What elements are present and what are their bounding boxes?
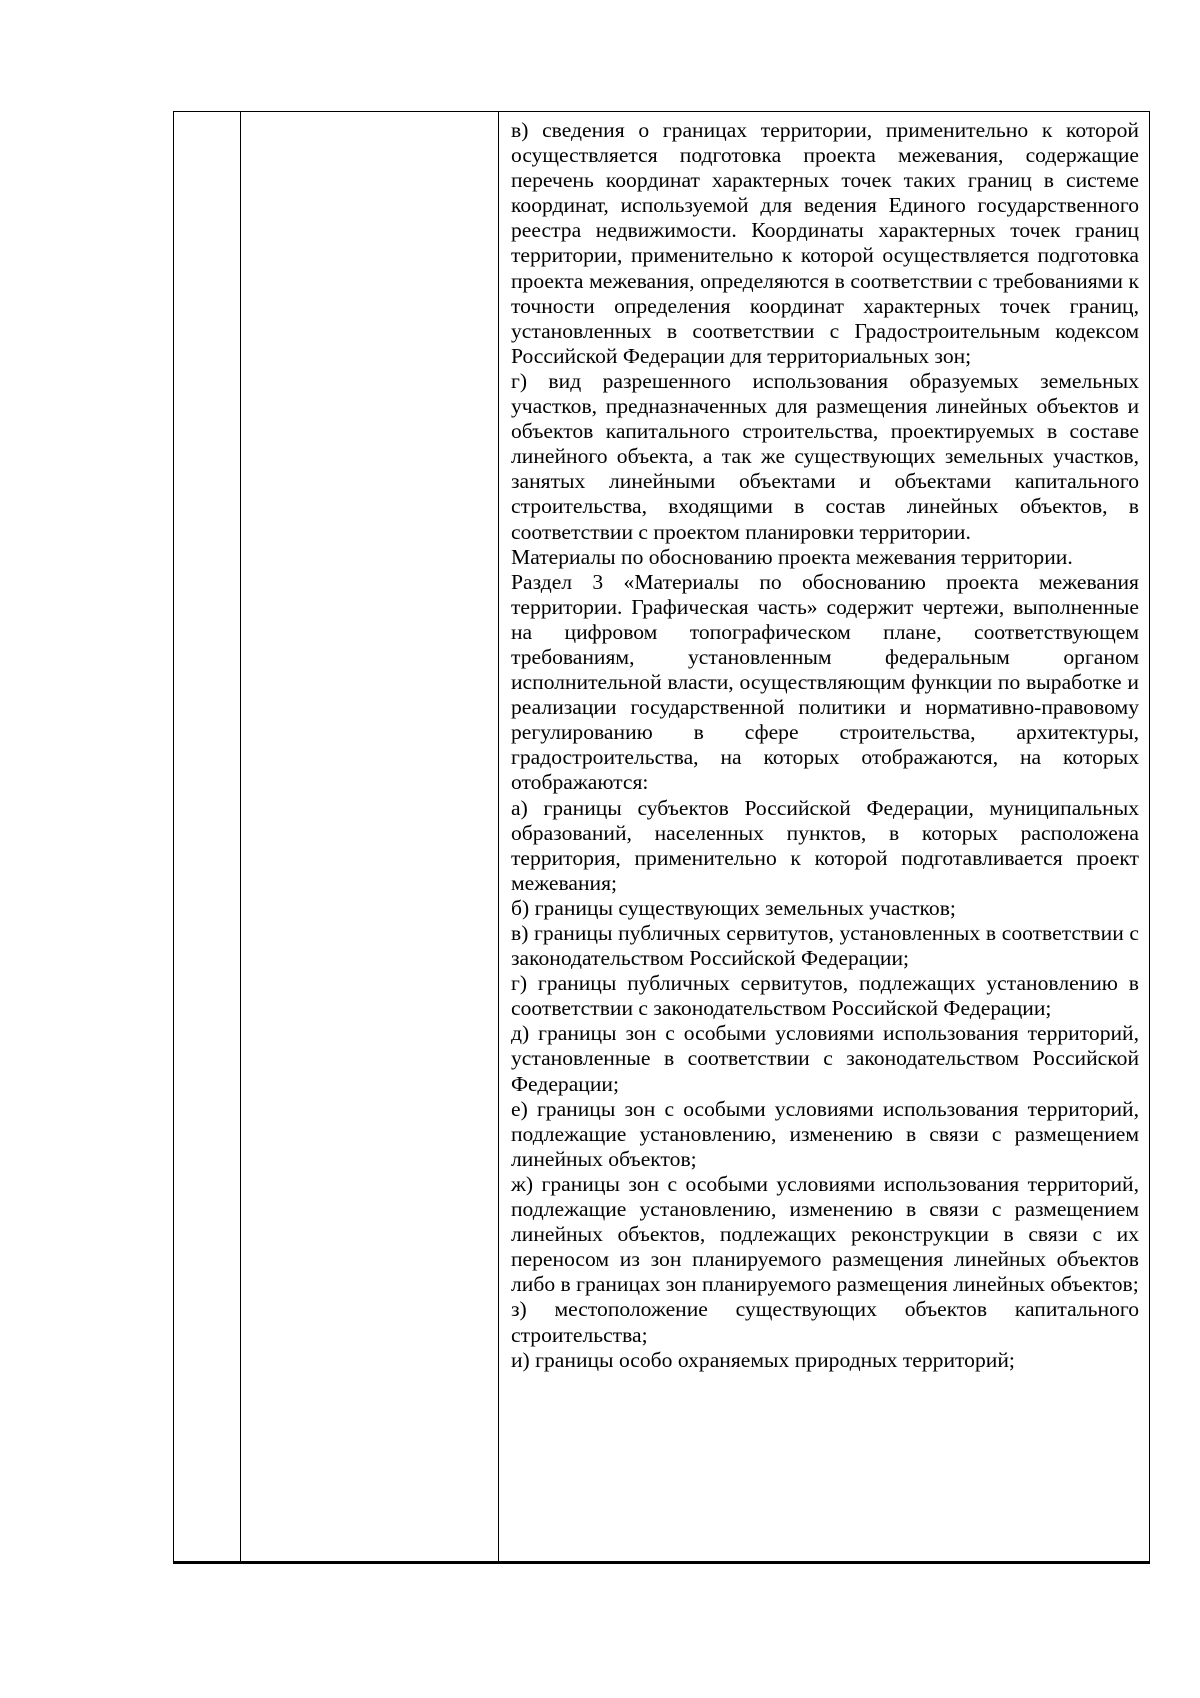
table-row xyxy=(174,112,1150,1563)
list-item-e: е) границы зон с особыми условиями использования территорий, подлежащие установлению, изменению в связи с размещением линейных объектов; xyxy=(511,1096,1139,1171)
list-item-a: а) границы субъектов Российской Федерации, муниципальных образований, населенных пунктов, в которых расположена территория, применительно к которой подготавливается проект межевания; xyxy=(511,795,1139,895)
requirements-table xyxy=(173,111,1150,1564)
content-text xyxy=(499,112,1149,1373)
list-item-g: г) границы публичных сервитутов, подлежащих установлению в соответствии с законодательством Российской Федерации; xyxy=(511,971,1139,1021)
content-cell xyxy=(499,112,1150,1563)
paragraph-materials-heading: Материалы по обоснованию проекта межевания территории. xyxy=(511,544,1073,569)
paragraph-g-permitted-use: г) вид разрешенного использования образуемых земельных участков, предназначенных для размещения линейных объектов и объектов капитального строительства, проектируемых в составе линейного объекта, а так же существующих земельных участков, занятых линейными объектами и объектами капитального строительства, входящими в состав линейных объектов, в соответствии с проектом планировки территории. xyxy=(511,368,1139,544)
paragraph-v-boundaries: в) сведения о границах территории, применительно к которой осуществляется подготовка проекта межевания, содержащие перечень координат характерных точек таких границ в системе координат, используемой для ведения Единого государственного реестра недвижимости. Координаты характерных точек границ территории, применительно к которой осуществляется подготовка проекта межевания, определяются в соответствии с требованиями к точности определения координат характерных точек границ, установленных в соответствии с Градостроительным кодексом Российской Федерации для территориальных зон; xyxy=(511,118,1139,368)
list-item-v: в) границы публичных сервитутов, установленных в соответствии с законодательством Российской Федерации; xyxy=(511,921,1139,971)
number-cell xyxy=(174,112,241,1563)
list-item-zh: ж) границы зон с особыми условиями использования территорий, подлежащие установлению, изменению в связи с размещением линейных объектов, подлежащих реконструкции в связи с их переносом из зон планируемого размещения линейных объектов либо в границах зон планируемого размещения линейных объектов; xyxy=(511,1171,1139,1297)
paragraph-section-3: Раздел 3 «Материалы по обоснованию проекта межевания территории. Графическая часть» содержит чертежи, выполненные на цифровом топографическом плане, соответствующем требованиям, установленным федеральным органом исполнительной власти, осуществляющим функции по выработке и реализации государственной политики и нормативно-правовому регулированию в сфере строительства, архитектуры, градостроительства, на которых отображаются, на которых отображаются: xyxy=(511,569,1139,795)
title-cell xyxy=(241,112,499,1563)
list-item-d: д) границы зон с особыми условиями использования территорий, установленные в соответствии с законодательством Российской Федерации; xyxy=(511,1021,1139,1096)
list-item-i: и) границы особо охраняемых природных территорий; xyxy=(511,1347,1015,1372)
list-item-z: з) местоположение существующих объектов капитального строительства; xyxy=(511,1297,1139,1347)
list-item-b: б) границы существующих земельных участков; xyxy=(511,895,956,920)
